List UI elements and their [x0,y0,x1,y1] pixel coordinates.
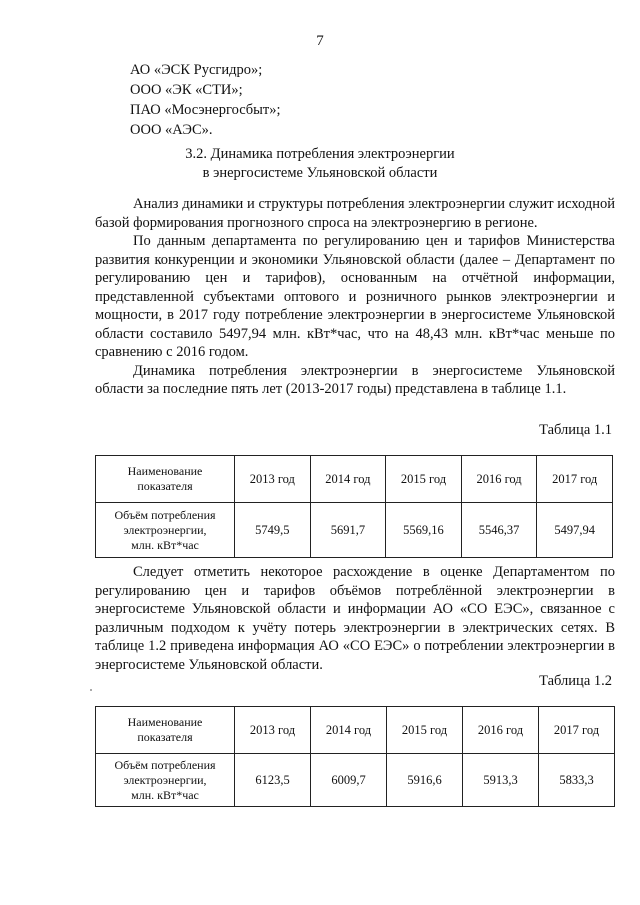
header-year-cell: 2015 год [386,456,462,503]
row-name-line: электроэнергии, [123,772,207,787]
row-name-line: электроэнергии, [123,522,207,537]
table-header-row [96,456,613,503]
page-number: 7 [316,33,324,49]
header-name-line: показателя [137,479,193,493]
value-cell: 5916,6 [387,754,463,807]
header-year-cell: 2013 год [235,707,311,754]
section-heading-line: 3.2. Динамика потребления электроэнергии [185,146,455,162]
row-name-line: млн. кВт*час [131,787,199,802]
value-cell: 5569,16 [386,503,462,558]
table-caption: Таблица 1.1 [539,422,612,438]
value-cell: 5691,7 [310,503,386,558]
header-name-line: Наименование [127,715,203,729]
header-year-cell: 2017 год [537,456,613,503]
paragraph: Анализ динамики и структуры потребления электроэнергии служит исходной базой формирования прогнозного спроса на электроэнергию в регионе. [95,196,615,231]
value-cell: 5546,37 [461,503,537,558]
value-cell: 6009,7 [311,754,387,807]
table-row [96,754,615,807]
header-name-line: Наименование [127,464,203,478]
value-cell: 5833,3 [539,754,615,807]
paragraph: Следует отметить некоторое расхождение в оценке Департаментом по регулированию цен и тарифов объёмов потреблённой электроэнергии в энергосистеме Ульяновской области и информации АО «СО ЕЭС», связанное с различным подходом к учёту потерь электроэнергии в электрических сетях. В таблице 1.2 приведена информация АО «СО ЕЭС» о потреблении электроэнергии в энергосистеме Ульяновской области. [95,564,615,673]
org-item: ООО «АЭС». [130,122,213,138]
scan-speck [90,689,92,691]
table-row [96,503,613,558]
paragraph: По данным департамента по регулированию цен и тарифов Министерства развития конкуренции и экономики Ульяновской области (далее – Департамент по регулированию цен и тарифов), основанным на отчётной информации, представленной субъектами оптового и розничного рынков электроэнергии и мощности, в 2017 году потребление электроэнергии в энергосистеме Ульяновской области составило 5497,94 млн. кВт*час, что на 48,43 млн. кВт*час меньше по сравнению с 2016 годом. [95,233,615,360]
value-cell: 6123,5 [235,754,311,807]
header-year-cell: 2016 год [461,456,537,503]
header-year-cell: 2016 год [463,707,539,754]
paragraph: Динамика потребления электроэнергии в энергосистеме Ульяновской области за последние пять лет (2013-2017 годы) представлена в таблице 1.1. [95,362,615,397]
table-header-row [96,707,615,754]
header-year-cell: 2014 год [310,456,386,503]
body-text-block [95,195,615,399]
value-cell: 5497,94 [537,503,613,558]
header-name-cell [96,707,235,754]
row-name-line: Объём потребления [114,757,216,772]
value-cell: 5749,5 [235,503,311,558]
row-name-cell [96,754,235,807]
section-heading [0,145,640,183]
consumption-table-2 [95,706,615,807]
organization-list [130,60,281,140]
consumption-table-1 [95,455,613,558]
body-text-block [95,563,615,674]
header-year-cell: 2014 год [311,707,387,754]
table-caption: Таблица 1.2 [539,673,612,689]
header-year-cell: 2015 год [387,707,463,754]
header-year-cell: 2017 год [539,707,615,754]
header-name-cell [96,456,235,503]
header-name-line: показателя [137,730,193,744]
org-item: АО «ЭСК Русгидро»; [130,62,263,78]
section-heading-line: в энергосистеме Ульяновской области [202,165,438,181]
header-year-cell: 2013 год [235,456,311,503]
row-name-line: млн. кВт*час [131,537,199,552]
org-item: ООО «ЭК «СТИ»; [130,82,243,98]
row-name-cell [96,503,235,558]
org-item: ПАО «Мосэнергосбыт»; [130,102,281,118]
value-cell: 5913,3 [463,754,539,807]
row-name-line: Объём потребления [114,507,216,522]
